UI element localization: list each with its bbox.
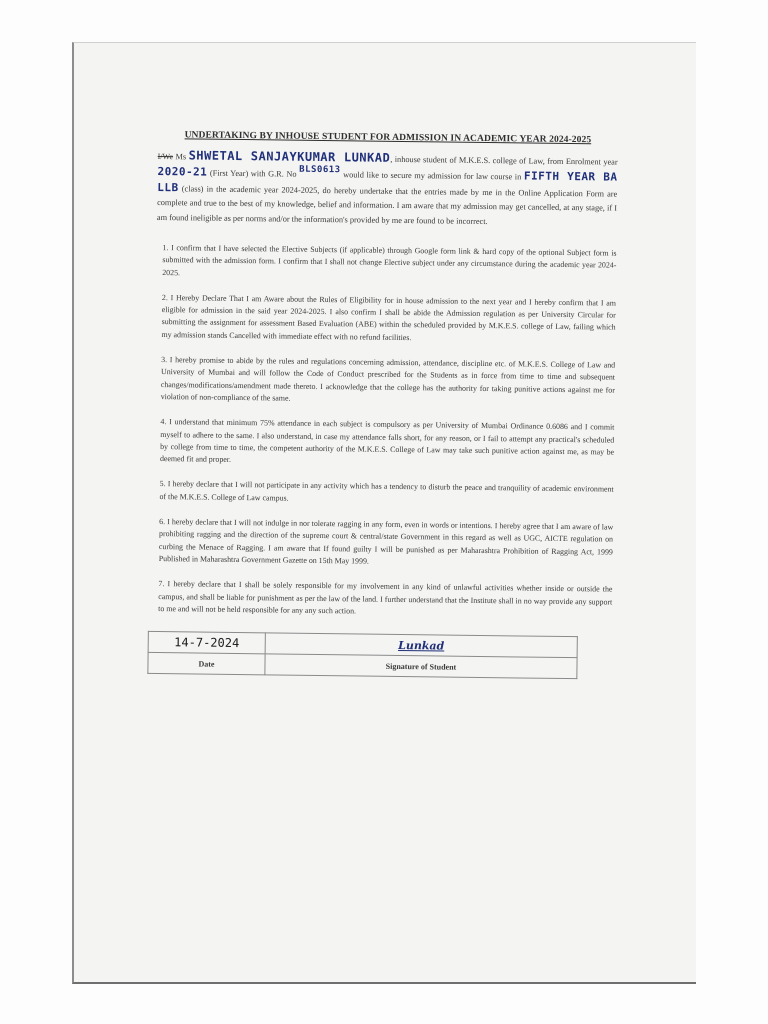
intro-text-1: , inhouse student of M.K.E.S. college of Law, from Enrolment year: [390, 154, 618, 167]
struck-prefix: I/We: [157, 151, 174, 162]
enrolment-year: 2020-21: [157, 164, 208, 179]
declaration-item: 1. I confirm that I have selected the Elective Subjects (if applicable) through Google form link & hard copy of the optional Subject form is submitted with the admission form. I confirm that I shall not change Elective subject under any circumstance during the academic year 2024-2025.: [162, 243, 617, 277]
declaration-item: 2. I Hereby Declare That I am Aware about the Rules of Eligibility for in house admission to the next year and I hereby confirm that I am eligible for admission in the said year 2024-2025. I also confirm I shall be abide the Admission regulation as per University Circular for submitting the assignment for assessment Based Evaluation (ABE) within the scheduled provided by M.K.E.S. college of Law, failing which my admission stands Cancelled with immediate effect with no refund facilities.: [161, 292, 616, 342]
intro-text-4: (class) in the academic year 2024-2025, do hereby undertake that the entries made by me in the Online Application Form are complete and true to the best of my knowledge, belief and information. I am aware that my admission may get cancelled, at any stage, if I am found ineligible as per norms and/or the information's provided by me are found to be incorrect.: [156, 183, 618, 227]
document-title: UNDERTAKING BY INHOUSE STUDENT FOR ADMISSION IN ACADEMIC YEAR 2024-2025: [184, 130, 592, 146]
signature-label: Signature of Student: [265, 654, 577, 679]
declaration-item: 3. I hereby promise to abide by the rules and regulations concerning admission, attendance, discipline etc. of M.K.E.S. College of Law and University of Mumbai and will follow the Code of Conduct prescribed for the Students as in force from time to time and subsequent changes/modifications/amendment made thereto. I acknowledge that the college has the authority for taking punitive actions against me for violation of non-compliance of the same.: [160, 355, 616, 403]
date-value-cell: [148, 632, 265, 654]
declaration-list: [152, 242, 617, 621]
intro-paragraph: [157, 148, 618, 232]
student-signature: Lunkad: [398, 638, 445, 653]
intro-text-3: would like to secure my admission for law course in: [343, 170, 522, 182]
declaration-item: 4. I understand that minimum 75% attendance in each subject is compulsory as per University of Mumbai Ordinance 0.6086 and I commit myself to adhere to the same. I also understand, in case my attendance falls short, for any reason, or I fail to attempt any practical's scheduled by college from time to time, the competent authority of the M.K.E.S. College of Law may take such punitive action against me, as may be deemed fit and proper.: [159, 417, 615, 465]
gr-number: BLS0613: [299, 164, 341, 176]
date-value: 14-7-2024: [174, 635, 240, 651]
signature-table: [147, 631, 577, 679]
student-name: SHWETAL SANJAYKUMAR LUNKAD: [188, 148, 391, 165]
undertaking-document: [151, 130, 618, 680]
declaration-item: 7. I hereby declare that I shall be solely responsible for my involvement in any kind of unlawful activities whether inside or outside the campus, and shall be liable for punishment as per the law of the land. I further understand that the Institute shall in no way provide any support to me and will not be held responsible for any any such action.: [158, 579, 613, 616]
declaration-item: 5. I hereby declare that I will not participate in any activity which has a tendency to disturb the peace and tranquility of academic environment of the M.K.E.S. College of Law campus.: [159, 479, 614, 503]
date-label: Date: [148, 653, 265, 675]
declaration-item: 6. I hereby declare that I will not indulge in nor tolerate ragging in any form, even in words or intentions. I hereby agree that I am aware of law prohibiting ragging and the direction of the supreme court & central/state Government in this regard as well as UGC, AICTE regulation on curbing the Menace of Ragging. I am aware that If found guilty I will be punished as per Maharashtra Prohibition of Ragging Act, 1999 Published in Maharashtra Government Gazette on 15th May 1999.: [158, 517, 614, 566]
intro-text-2: (First Year) with G.R. No: [209, 168, 297, 179]
course-name: FIFTH YEAR BA LLB: [157, 169, 618, 194]
salutation: Ms: [175, 152, 187, 162]
